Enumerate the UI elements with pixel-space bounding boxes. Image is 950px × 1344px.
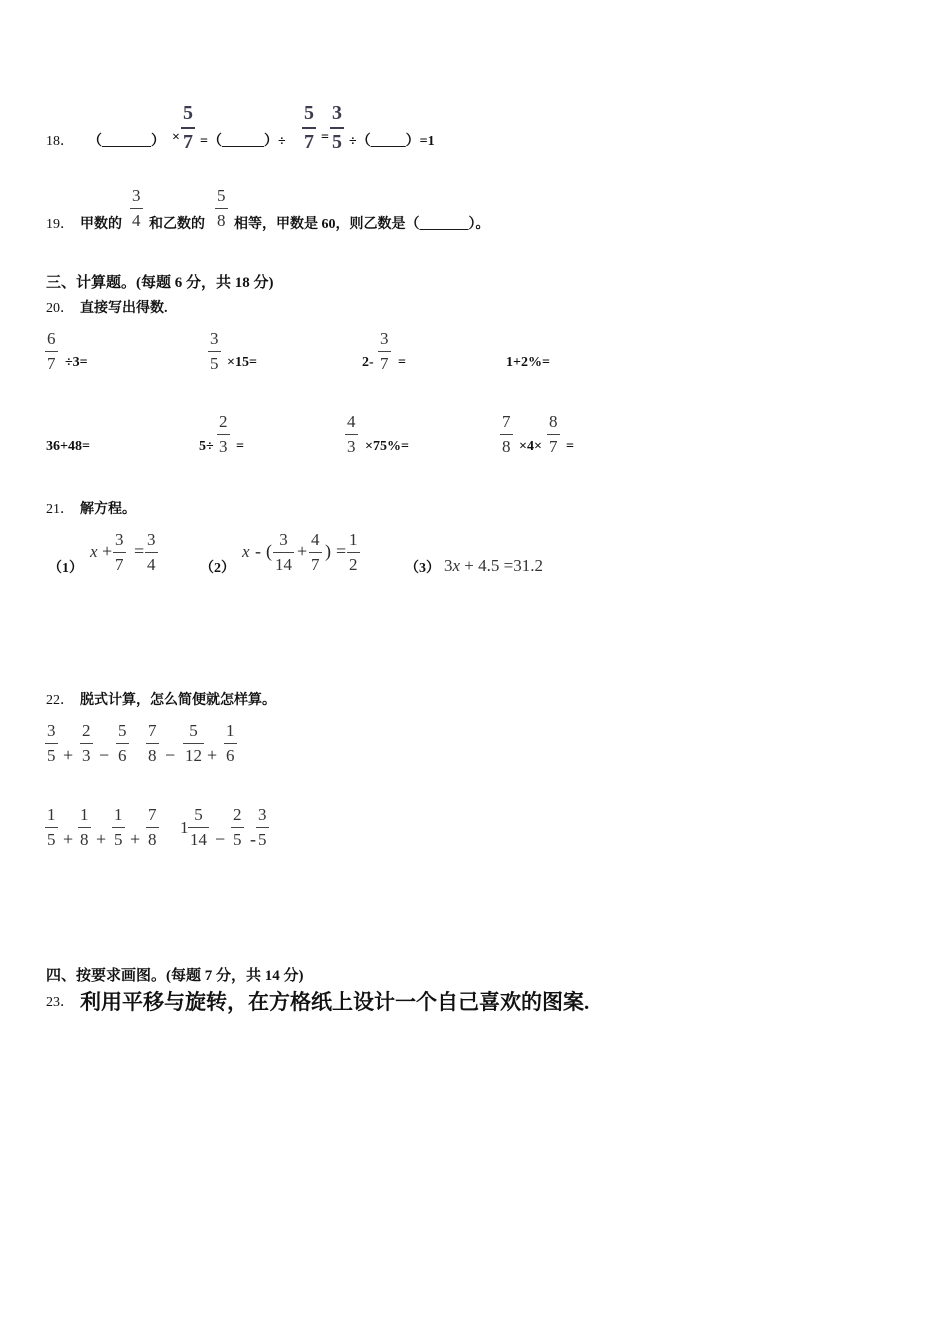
numerator: 4: [311, 530, 320, 549]
q21-eq2-var: [242, 542, 250, 562]
numerator: 1: [226, 721, 235, 740]
numerator: 7: [502, 412, 511, 431]
numerator: 3: [132, 186, 141, 205]
q22-expr4-op1: −: [215, 829, 226, 849]
q20-item7-suffix: ×75%=: [365, 439, 409, 454]
q20-item6-suffix: =: [236, 439, 244, 454]
q21-eq1-var: [90, 542, 98, 562]
denominator: 8: [80, 830, 89, 849]
q19-fraction-2: [215, 187, 228, 229]
q21-eq1-fraction-2: [145, 531, 158, 573]
numerator: 5: [118, 721, 127, 740]
numerator: 5: [217, 186, 226, 205]
q21-eq2-fraction-1: [273, 531, 294, 573]
q20-item8-fraction-2: [547, 413, 560, 455]
q22-expr4-op2: -: [250, 829, 256, 849]
q18-blank1: （_______）: [88, 134, 165, 149]
q21-eq2-plus: +: [297, 541, 308, 561]
q18-eq2: =: [321, 130, 329, 145]
denominator: 7: [304, 131, 314, 153]
q21-eq2-fraction-3: [347, 531, 360, 573]
q19-part2: 和乙数的: [149, 217, 205, 232]
q21-eq1-plus: +: [102, 541, 113, 561]
q22-expr4-fraction-1: [188, 806, 209, 848]
q18-times: ×: [172, 130, 180, 145]
q18-fraction-1: [181, 103, 195, 152]
numerator: 2: [82, 721, 91, 740]
denominator: 3: [347, 437, 356, 456]
q22-expr4-whole: 1: [180, 818, 189, 837]
numerator: 3: [258, 805, 267, 824]
numerator: 3: [279, 530, 288, 549]
denominator: 5: [47, 746, 56, 765]
q22-expr3-op2: +: [96, 829, 107, 849]
denominator: 5: [210, 354, 219, 373]
q22-expr1-op2: −: [99, 745, 110, 765]
numerator: 3: [332, 102, 342, 124]
denominator: 4: [147, 555, 156, 574]
var-x: x: [242, 542, 250, 561]
denominator: 2: [349, 555, 358, 574]
denominator: 6: [226, 746, 235, 765]
q20-item4: 1+2%=: [506, 355, 550, 370]
denominator: 3: [219, 437, 228, 456]
q22-number: 22．: [46, 693, 74, 708]
denominator: 8: [217, 211, 226, 230]
q20-item1-fraction: [45, 330, 58, 372]
q20-item3-prefix: 2-: [362, 355, 374, 370]
q21-eq3: [444, 556, 543, 576]
denominator: 7: [549, 437, 558, 456]
numerator: 1: [114, 805, 123, 824]
eq3-rest: + 4.5 =31.2: [464, 556, 543, 575]
numerator: 2: [233, 805, 242, 824]
q18-number: 18．: [46, 134, 74, 149]
numerator: 1: [349, 530, 358, 549]
numerator: 3: [115, 530, 124, 549]
numerator: 6: [47, 329, 56, 348]
denominator: 6: [118, 746, 127, 765]
q18-fraction-2: [302, 103, 316, 152]
q22-expr2-fraction-1: [146, 722, 159, 764]
q18-eq1: =（______）÷: [200, 134, 286, 149]
numerator: 5: [183, 102, 193, 124]
q20-item3-fraction: [378, 330, 391, 372]
denominator: 7: [115, 555, 124, 574]
q20-number: 20．: [46, 301, 74, 316]
q20-item6-fraction: [217, 413, 230, 455]
q22-expr1-fraction-2: [80, 722, 93, 764]
q21-title: 解方程。: [80, 502, 136, 517]
q20-item3-suffix: =: [398, 355, 406, 370]
q21-eq2-equals: =: [336, 541, 347, 561]
q21-eq1-equals: =: [134, 541, 145, 561]
numerator: 3: [210, 329, 219, 348]
q22-expr2-fraction-3: [224, 722, 237, 764]
q20-item8-fraction-1: [500, 413, 513, 455]
denominator: 8: [148, 830, 157, 849]
q22-expr2-op1: −: [165, 745, 176, 765]
q21-eq1-fraction-1: [113, 531, 126, 573]
section3-title: 三、计算题。(每题 6 分，共 18 分): [46, 275, 274, 291]
denominator: 8: [502, 437, 511, 456]
q22-title: 脱式计算，怎么简便就怎样算。: [80, 693, 276, 708]
q19-fraction-1: [130, 187, 143, 229]
q20-item8-suffix: =: [566, 439, 574, 454]
denominator: 5: [114, 830, 123, 849]
q22-expr3-fraction-2: [78, 806, 91, 848]
numerator: 5: [194, 805, 203, 824]
q23-number: 23．: [46, 995, 74, 1010]
q20-item5: 36+48=: [46, 439, 90, 454]
denominator: 7: [183, 131, 193, 153]
q19-number: 19．: [46, 217, 74, 232]
q22-expr4-fraction-3: [256, 806, 269, 848]
q18-fraction-3: [330, 103, 344, 152]
numerator: 7: [148, 721, 157, 740]
q19-part1: 甲数的: [80, 217, 122, 232]
denominator: 5: [233, 830, 242, 849]
denominator: 7: [380, 354, 389, 373]
numerator: 8: [549, 412, 558, 431]
q21-number: 21．: [46, 502, 74, 517]
q21-eq2-lparen: (: [266, 541, 272, 561]
denominator: 4: [132, 211, 141, 230]
numerator: 7: [148, 805, 157, 824]
q18-div: ÷（_____）=1: [349, 134, 435, 149]
numerator: 3: [47, 721, 56, 740]
numerator: 5: [304, 102, 314, 124]
denominator: 8: [148, 746, 157, 765]
q22-expr2-op2: +: [207, 745, 218, 765]
q22-expr2-fraction-2: [183, 722, 204, 764]
numerator: 3: [380, 329, 389, 348]
coefficient: 3: [444, 556, 453, 575]
q21-eq2-rparen: ): [325, 541, 331, 561]
q22-expr4-fraction-2: [231, 806, 244, 848]
q21-eq2-fraction-2: [309, 531, 322, 573]
denominator: 7: [311, 555, 320, 574]
numerator: 1: [47, 805, 56, 824]
q22-expr1-op1: +: [63, 745, 74, 765]
q22-expr3-op3: +: [130, 829, 141, 849]
q21-label-2: （2）: [200, 561, 235, 576]
q21-label-3: （3）: [405, 561, 440, 576]
q20-title: 直接写出得数.: [80, 301, 168, 316]
denominator: 3: [82, 746, 91, 765]
denominator: 14: [190, 830, 207, 849]
denominator: 5: [258, 830, 267, 849]
q20-item8-mid: ×4×: [519, 439, 542, 454]
q22-expr3-fraction-3: [112, 806, 125, 848]
q22-expr3-op1: +: [63, 829, 74, 849]
numerator: 1: [80, 805, 89, 824]
q22-expr1-fraction-1: [45, 722, 58, 764]
q22-expr1-fraction-3: [116, 722, 129, 764]
numerator: 4: [347, 412, 356, 431]
var-x: x: [90, 542, 98, 561]
q20-item6-prefix: 5÷: [199, 439, 214, 454]
denominator: 5: [332, 131, 342, 153]
q20-item2-suffix: ×15=: [227, 355, 257, 370]
q20-item1-suffix: ÷3=: [65, 355, 88, 370]
q23-text: 利用平移与旋转，在方格纸上设计一个自己喜欢的图案.: [80, 990, 590, 1014]
q22-expr3-fraction-1: [45, 806, 58, 848]
denominator: 5: [47, 830, 56, 849]
q20-item2-fraction: [208, 330, 221, 372]
q21-eq2-minus: -: [255, 541, 261, 561]
numerator: 3: [147, 530, 156, 549]
section4-title: 四、按要求画图。(每题 7 分，共 14 分): [46, 968, 304, 984]
denominator: 7: [47, 354, 56, 373]
var-x: x: [452, 556, 461, 575]
numerator: 5: [189, 721, 198, 740]
q20-item7-fraction: [345, 413, 358, 455]
q22-expr3-fraction-4: [146, 806, 159, 848]
denominator: 12: [185, 746, 202, 765]
numerator: 2: [219, 412, 228, 431]
denominator: 14: [275, 555, 292, 574]
q21-label-1: （1）: [48, 561, 83, 576]
q19-part3: 相等，甲数是 60，则乙数是（_______）。: [234, 217, 490, 232]
